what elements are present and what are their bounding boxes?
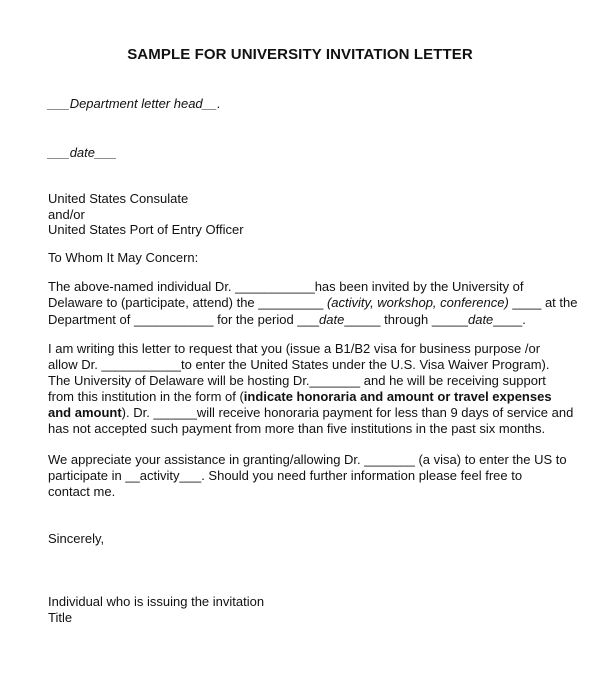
- signature-name-line: Individual who is issuing the invitation: [48, 594, 265, 609]
- closing: Sincerely,: [48, 531, 105, 546]
- p2-payment-text: ). Dr. ______will receive honoraria payment for less than 9 days of service and: [121, 405, 574, 420]
- salutation: To Whom It May Concern:: [48, 250, 199, 265]
- paragraph-2-line-6: has not accepted such payment from more than five institutions in the past six months.: [48, 421, 546, 436]
- date-blank-post: ___: [95, 145, 117, 160]
- paragraph-1-line-3: [48, 312, 526, 328]
- p1-activity-hint: (activity, workshop, conference): [326, 295, 509, 310]
- letterhead-line: ___Department letter head__.: [48, 96, 221, 111]
- p2-amount-bold: and amount: [48, 405, 122, 420]
- paragraph-2-line-1: I am writing this letter to request that you (issue a B1/B2 visa for business purpose /or: [48, 341, 541, 356]
- p1-through-text: _____ through _____: [344, 312, 468, 327]
- p2-form-text: from this institution in the form of (: [48, 389, 244, 404]
- address-line-1: United States Consulate: [48, 191, 189, 206]
- p1-date-start: date: [319, 312, 345, 327]
- paragraph-2-line-5: [48, 405, 573, 421]
- paragraph-1-line-1: The above-named individual Dr. ___________has been invited by the University of: [48, 279, 524, 294]
- paragraph-2-line-4: [48, 389, 552, 405]
- paragraph-2-line-3: The University of Delaware will be hosting Dr._______ and he will be receiving support: [48, 373, 546, 388]
- date-blank-pre: ___: [48, 145, 70, 160]
- paragraph-1-line-2: [48, 295, 577, 311]
- p1-date-end: date: [467, 312, 494, 327]
- paragraph-3-line-1: We appreciate your assistance in granting/allowing Dr. _______ (a visa) to enter the US to: [48, 452, 567, 467]
- page-title: SAMPLE FOR UNIVERSITY INVITATION LETTER: [127, 46, 473, 63]
- signature-title-line: Title: [48, 610, 73, 625]
- p1-end-text: ____.: [493, 312, 526, 327]
- address-line-3: United States Port of Entry Officer: [48, 222, 244, 237]
- date-word: date: [69, 145, 96, 160]
- p1-dept-text: Department of ___________ for the period ___: [48, 312, 320, 327]
- paragraph-3-line-2: participate in __activity___. Should you need further information please feel free to: [48, 468, 523, 483]
- address-line-2: and/or: [48, 207, 85, 222]
- p2-honoraria-bold: indicate honoraria and amount or travel expenses: [243, 389, 552, 404]
- date-line: [48, 145, 117, 161]
- p1-text-a: Delaware to (participate, attend) the _________: [48, 295, 327, 310]
- paragraph-2-line-2: allow Dr. ___________to enter the United States under the U.S. Visa Waiver Program).: [48, 357, 550, 372]
- p1-text-c: ____ at the: [508, 295, 578, 310]
- paragraph-3-line-3: contact me.: [48, 484, 116, 499]
